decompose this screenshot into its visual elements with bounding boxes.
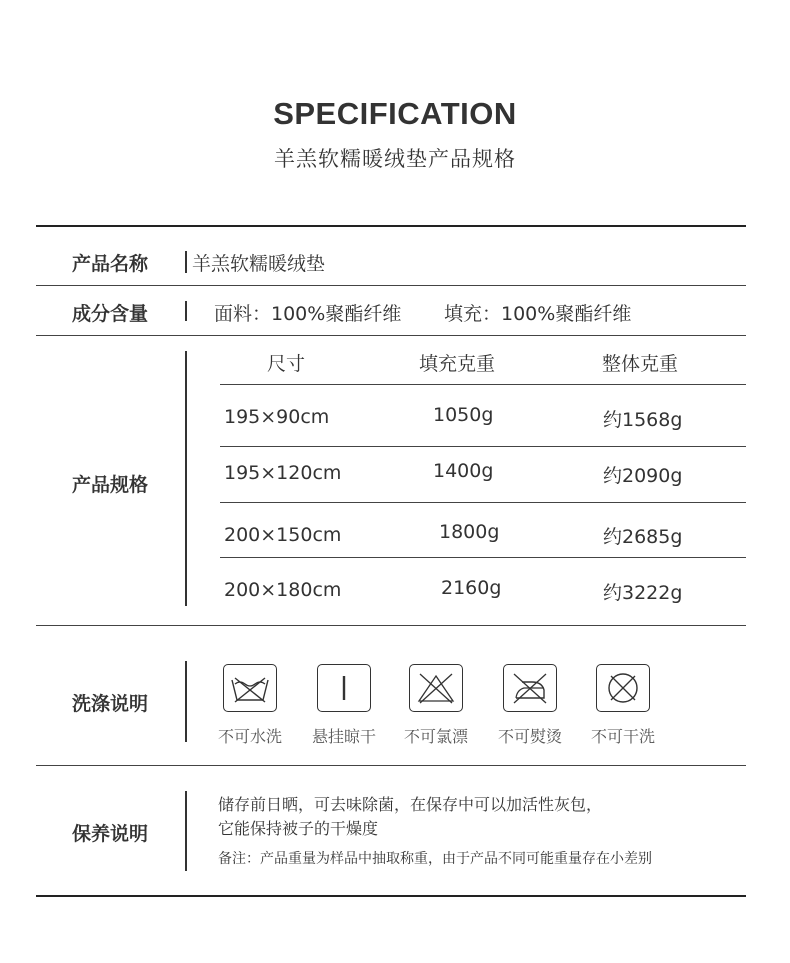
- table-cell-fill-weight: 1400g: [433, 460, 494, 482]
- table-cell-fill-weight: 1800g: [439, 521, 500, 543]
- section-divider: [36, 625, 746, 626]
- care-text-line-1: 储存前日晒，可去味除菌，在保存中可以加活性灰包，: [218, 795, 603, 814]
- product-name-separator: [185, 251, 187, 273]
- column-header-size: 尺寸: [266, 353, 305, 375]
- page-title: SPECIFICATION: [273, 96, 517, 131]
- table-cell-size: 195×90cm: [224, 406, 330, 428]
- table-divider: [220, 446, 746, 447]
- page-subtitle: 羊羔软糯暖绒垫产品规格: [274, 147, 516, 171]
- product-name-value: 羊羔软糯暖绒垫: [192, 253, 326, 275]
- care-label: 不可水洗: [217, 727, 282, 746]
- top-divider: [36, 225, 746, 227]
- table-cell-total-weight: 约1568g: [603, 409, 683, 431]
- hang-dry-icon: [317, 664, 371, 712]
- specs-label: 产品规格: [72, 474, 149, 496]
- bottom-divider: [36, 895, 746, 897]
- washing-label: 洗涤说明: [72, 693, 149, 715]
- specs-separator: [185, 351, 187, 606]
- composition-fabric: 面料：100%聚酯纤维: [214, 303, 402, 325]
- table-cell-fill-weight: 1050g: [433, 404, 494, 426]
- care-text-line-2: 它能保持被子的干燥度: [218, 819, 379, 838]
- care-label: 不可熨烫: [497, 727, 562, 746]
- care-separator: [185, 791, 187, 871]
- no-wash-icon: [223, 664, 277, 712]
- table-cell-total-weight: 约2685g: [603, 526, 683, 548]
- product-name-label: 产品名称: [72, 253, 149, 275]
- care-item-no-dry-clean: [585, 664, 661, 747]
- care-label: 不可干洗: [590, 727, 655, 746]
- section-divider: [36, 765, 746, 766]
- care-item-hang-dry: [306, 664, 382, 747]
- row-divider: [36, 335, 746, 336]
- column-header-total-weight: 整体克重: [601, 353, 678, 375]
- care-note: 备注：产品重量为样品中抽取称重，由于产品不同可能重量存在小差别: [218, 851, 652, 867]
- table-cell-size: 195×120cm: [224, 462, 342, 484]
- table-divider: [220, 502, 746, 503]
- no-dry-clean-icon: [596, 664, 650, 712]
- care-item-no-wash: [212, 664, 288, 747]
- table-divider: [220, 384, 746, 385]
- care-label: 不可氯漂: [403, 727, 468, 746]
- table-cell-total-weight: 约2090g: [603, 465, 683, 487]
- care-label: 悬挂晾干: [311, 727, 376, 746]
- composition-label: 成分含量: [72, 303, 149, 325]
- composition-filling: 填充：100%聚酯纤维: [444, 303, 632, 325]
- table-cell-size: 200×180cm: [224, 579, 342, 601]
- column-header-fill-weight: 填充克重: [418, 353, 495, 375]
- no-iron-icon: [503, 664, 557, 712]
- care-item-no-iron: [492, 664, 568, 747]
- table-divider: [220, 557, 746, 558]
- table-cell-fill-weight: 2160g: [441, 577, 502, 599]
- care-label: 保养说明: [72, 823, 149, 845]
- washing-separator: [185, 661, 187, 742]
- table-cell-size: 200×150cm: [224, 524, 342, 546]
- care-item-no-bleach: [398, 664, 474, 747]
- row-divider: [36, 285, 746, 286]
- composition-separator: [185, 301, 187, 321]
- no-bleach-icon: [409, 664, 463, 712]
- table-cell-total-weight: 约3222g: [603, 582, 683, 604]
